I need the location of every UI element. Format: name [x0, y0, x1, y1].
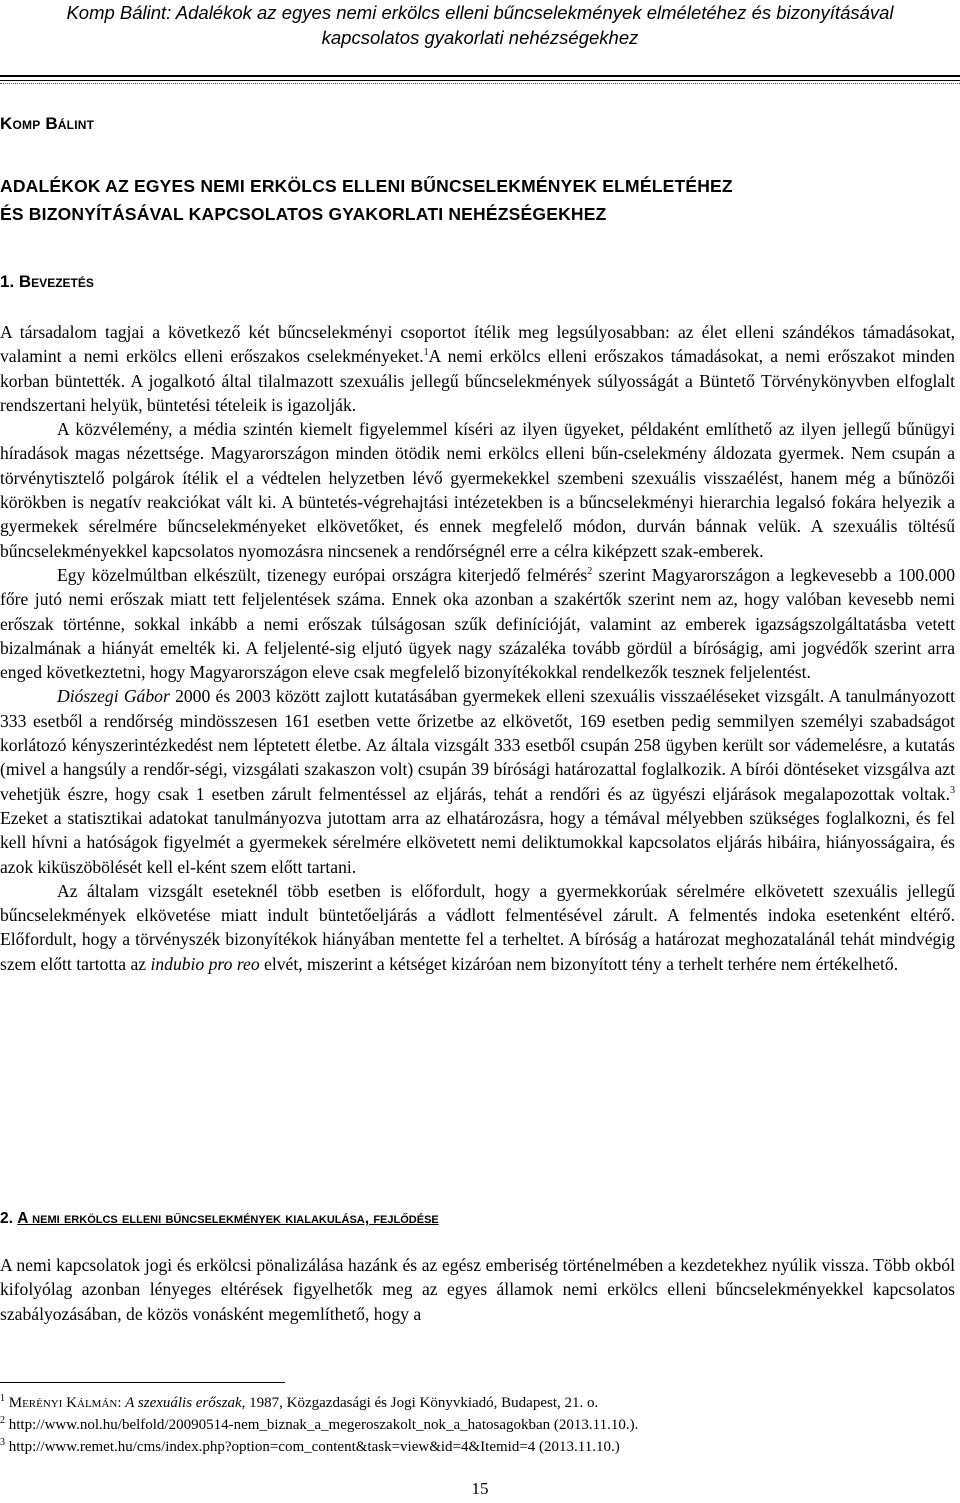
- paragraph-1: [0, 320, 955, 417]
- running-header-line1: Komp Bálint: Adalékok az egyes nemi erkölcs elleni bűncselekmények elméletéhez és bizonyításával: [66, 2, 894, 23]
- section2-paragraph: A nemi kapcsolatok jogi és erkölcsi pönalizálása hazánk és az egész emberiség történelmében a kezdetekhez nyúlik vissza. Több okból kifolyólag azonban lényeges eltérések figyelhetők meg az egyes államok nemi erkölcs elleni bűncselekményekkel kapcsolatos szabályozásában, de közös vonásként megemlíthető, hogy a: [0, 1255, 955, 1324]
- footnote-3-link[interactable]: http://www.remet.hu/cms/index.php?option=com_content&task=view&id=4&Itemid=4 (2013.11.10.): [8, 1439, 620, 1455]
- running-header: [0, 0, 960, 50]
- paper-title-line2: ÉS BIZONYÍTÁSÁVAL KAPCSOLATOS GYAKORLATI NEHÉZSÉGEKHEZ: [0, 204, 607, 224]
- footnote-1-author: Merényi Kálmán:: [8, 1395, 122, 1411]
- paragraph-4-text-a: 2000 és 2003 között zajlott kutatásában gyermekek elleni szexuális visszaéléseket vizsgált. A tanulmányozott 333 esetből a rendőrség mindösszesen 161 esetben vette őrizetbe az elkövetőt, 169 esetben pedig semmilyen személyi szabadságot korlátozó kényszerintézkedést nem léptetett életbe. Az általa vizsgált 333 esetből csupán 258 ügyben került sor vádemelésre, a kutatás (mivel a hangsúly a rendőr-ségi, vizsgálati szakaszon volt) csupán 39 bírósági határozattal foglalkozik. A bírói döntéseket vizsgálva azt vehetjük észre, hogy csak 1 esetben zárult felmentéssel az eljárás, tehát a rendőri és az ügyészi eljárások megalapozottak voltak.: [0, 686, 955, 804]
- section2-title: A nemi erkölcs elleni bűncselekmények kialakulása, fejlődése: [17, 1210, 439, 1227]
- paper-title: [0, 172, 955, 228]
- footnote-rule: [0, 1382, 285, 1383]
- paragraph-5-text-b: elvét, miszerint a kétséget kizáróan nem bizonyított tény a terhelt terhére nem értékelhető.: [259, 953, 899, 974]
- footnote-1-title: A szexuális erőszak: [125, 1395, 242, 1411]
- footnote-ref-3: 3: [950, 784, 955, 796]
- section1-number: 1.: [0, 272, 19, 291]
- cited-author-name: Diószegi Gábor: [57, 686, 170, 707]
- paragraph-4: [0, 684, 955, 878]
- paragraph-1-text-b: A nemi erkölcs elleni erőszakos támadásokat, a nemi erőszakot minden korban büntették. A jogalkotó által tilalmazott szexuális jellegű bűncselekmények súlyosságát a Büntető Törvénykönyvben elfoglalt rendszertani helyük, büntetési tételeik is igazolják.: [0, 346, 955, 415]
- footnote-1: [0, 1392, 955, 1414]
- paragraph-5: [0, 879, 955, 976]
- footnote-2: [0, 1414, 955, 1436]
- section1-body: [0, 320, 955, 976]
- section2-body: [0, 1253, 955, 1326]
- footnotes: [0, 1392, 955, 1458]
- header-rule: [0, 75, 960, 81]
- paragraph-3-text-a: Egy közelmúltban elkészült, tizenegy európai országra kiterjedő felmérés: [57, 564, 588, 585]
- header-rule-dotted: [0, 83, 960, 84]
- running-header-line2: kapcsolatos gyakorlati nehézségekhez: [321, 27, 639, 48]
- paragraph-3: [0, 563, 955, 684]
- section1-title: Bevezetés: [18, 272, 94, 291]
- footnote-ref-1: 1: [423, 347, 429, 359]
- section2-heading: [0, 1210, 955, 1228]
- footnote-2-link[interactable]: http://www.nol.hu/belfold/20090514-nem_biznak_a_megeroszakolt_nok_a_hatosagokban (2013.11.10.).: [8, 1417, 639, 1433]
- paragraph-2: A közvélemény, a média szintén kiemelt figyelemmel kíséri az ilyen ügyeket, példaként említhető az ilyen jellegű bűnügyi híradások magas nézettsége. Magyarországon minden ötödik nemi erkölcs elleni bűn-cselekmény áldozata gyermek. Nem csupán a törvénytisztelő polgárok ítélik el a védtelen helyzetben lévő gyermekekkel szembeni szexuális visszaélést, hanem még a bűnözői körökben is negatív reakciókat vált ki. A büntetés-végrehajtási intézetekben is a bűncselekményi hierarchia legalsó fokára helyezik a gyermekek sérelmére bűncselekményeket elkövetőket, és ennek megfelelő módon, durván bánnak velük. A szexuális töltésű bűncselekményekkel kapcsolatos nyomozásra nincsenek a rendőrségnél erre a célra kiképzett szak-emberek.: [0, 419, 955, 561]
- footnote-2-number: 2: [0, 1415, 5, 1426]
- paragraph-1-text-a: A társadalom tagjai a következő két bűncselekményi csoportot ítélik meg legsúlyosabban: az élet elleni szándékos támadásokat, valamint a nemi erkölcs elleni erőszakos cselekményeket.: [0, 322, 955, 367]
- paragraph-5-text-a: Az általam vizsgált eseteknél több esetben is előfordult, hogy a gyermekkorúak sérelmére elkövetett szexuális jellegű bűncselekmények elkövetése miatt indult büntetőeljárás a vádlott felmentésével zárult. A felmentés indoka esetenként eltérő. Előfordult, hogy a törvényszék bizonyítékok hiányában mentette fel a terheltet. A bíróság a határozat meghozatalánál tehát mindvégig szem előtt tartotta az: [0, 880, 955, 974]
- paragraph-4-text-b: Ezeket a statisztikai adatokat tanulmányozva jutottam arra az elhatározásra, hogy a témával mélyebben szükséges foglalkozni, és fel kell hívni a hatóságok figyelmét a gyermekek sérelmére elkövetett nemi deliktumokkal kapcsolatos eljárás hibáira, hiányosságaira, és azok kiküszöbölését kell el-ként szem előtt tartani.: [0, 807, 955, 877]
- paragraph-3-text-b: szerint Magyarországon a legkevesebb a 100.000 főre jutó nemi erőszak miatt tett feljelentések száma. Ennek oka azonban a szakértők szerint nem az, hogy valóban kevesebb nemi erőszak történne, sokkal inkább a nemi erőszak túlságosan szűk definícióját, valamint az emberek igazságszolgáltatásba vetett bizalmának a hiányát emelték ki. A feljelenté-sig eljutó ügyek nagy százaléka tovább gördül a bíróságig, ami jogvédők szerint arra enged következtetni, hogy Magyarországon eleve csak megfelelő bizonyítékokkal rendelkezők tesznek feljelentést.: [0, 564, 955, 683]
- footnote-3: [0, 1436, 955, 1458]
- footnote-1-rest: , 1987, Közgazdasági és Jogi Könyvkiadó, Budapest, 21. o.: [241, 1395, 599, 1411]
- latin-phrase: indubio pro reo: [150, 953, 260, 974]
- author-name: Komp Bálint: [0, 114, 95, 133]
- footnote-1-number: 1: [0, 1393, 5, 1404]
- footnote-ref-2: 2: [587, 566, 593, 578]
- page-number: 15: [471, 1479, 489, 1498]
- footnote-3-number: 3: [0, 1437, 5, 1448]
- section2-number: 2.: [0, 1210, 18, 1227]
- paper-title-line1: ADALÉKOK AZ EGYES NEMI ERKÖLCS ELLENI BŰNCSELEKMÉNYEK ELMÉLETÉHEZ: [0, 176, 733, 196]
- section1-heading: [0, 272, 955, 292]
